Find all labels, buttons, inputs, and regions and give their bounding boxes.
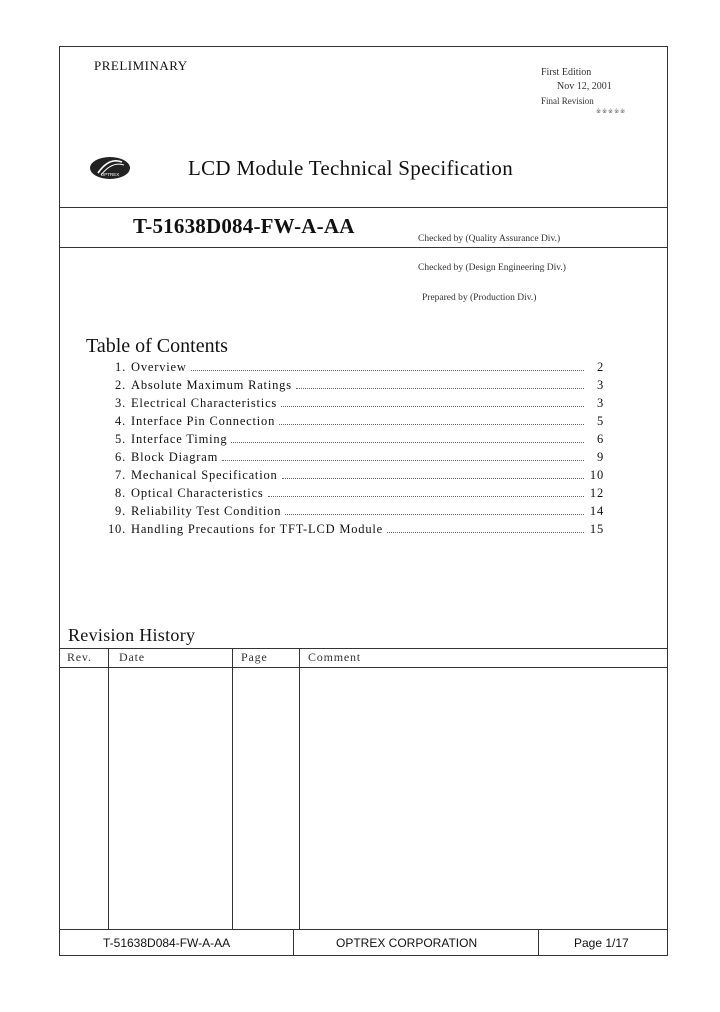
footer-divider [59, 929, 668, 930]
toc-dot-leader [285, 504, 584, 515]
document-title: LCD Module Technical Specification [188, 156, 514, 180]
toc-item-page: 6 [596, 432, 604, 446]
toc-item-page: 14 [589, 504, 604, 518]
column-header-rev: Rev. [67, 650, 92, 664]
revision-history-table [59, 648, 668, 930]
toc-item [100, 378, 604, 396]
toc-dot-leader [296, 378, 584, 389]
toc-item [100, 486, 604, 504]
column-header-date: Date [119, 650, 145, 664]
toc-item-title: Block Diagram [131, 450, 219, 464]
toc-item-number: 2. [115, 378, 126, 392]
column-divider [299, 648, 300, 930]
column-divider [232, 648, 233, 930]
toc-item-number: 5. [115, 432, 126, 446]
toc-item-number: 4. [115, 414, 126, 428]
edition-label: First Edition [541, 67, 592, 78]
optrex-logo-icon [89, 155, 131, 181]
toc-item-title: Mechanical Specification [131, 468, 278, 482]
toc-item [100, 396, 604, 414]
toc-dot-leader [268, 486, 584, 497]
toc-item-number: 7. [115, 468, 126, 482]
table-top-border [59, 648, 668, 649]
toc-heading: Table of Contents [86, 335, 228, 357]
toc-dot-leader [231, 432, 584, 443]
toc-item-number: 6. [115, 450, 126, 464]
toc-item [100, 360, 604, 378]
toc-item [100, 450, 604, 468]
model-divider [59, 247, 668, 248]
toc-dot-leader [191, 360, 584, 371]
toc-item-number: 1. [115, 360, 126, 374]
footer-column-divider [538, 929, 539, 956]
edition-block [541, 66, 626, 116]
toc-dot-leader [281, 396, 584, 407]
signoff-design-engineering: Checked by (Design Engineering Div.) [418, 263, 566, 273]
toc-item-page: 3 [596, 378, 604, 392]
toc-dot-leader [279, 414, 584, 425]
logo-text: OPTREX [100, 172, 120, 177]
signoff-production: Prepared by (Production Div.) [422, 293, 537, 303]
toc-item-number: 3. [115, 396, 126, 410]
final-revision-label: Final Revision [541, 96, 594, 106]
toc-item-page: 3 [596, 396, 604, 410]
toc-item [100, 522, 604, 540]
model-number: T-51638D084-FW-A-AA [133, 214, 355, 238]
revision-history-heading: Revision History [68, 625, 196, 645]
toc-item [100, 432, 604, 450]
toc-item-title: Absolute Maximum Ratings [131, 378, 292, 392]
toc-dot-leader [387, 522, 584, 533]
column-divider [108, 648, 109, 930]
toc-item [100, 414, 604, 432]
optrex-logo [89, 155, 131, 181]
toc-item [100, 468, 604, 486]
column-header-comment: Comment [308, 650, 361, 664]
toc-item-title: Electrical Characteristics [131, 396, 278, 410]
toc-item-title: Interface Timing [131, 432, 228, 446]
toc-item-page: 10 [589, 468, 604, 482]
footer-model: T-51638D084-FW-A-AA [103, 936, 231, 950]
table-header-border [59, 667, 668, 668]
footer-column-divider [293, 929, 294, 956]
title-divider [59, 207, 668, 208]
toc-item-number: 9. [115, 504, 126, 518]
toc-item [100, 504, 604, 522]
toc-item-title: Overview [131, 360, 187, 374]
toc-item-page: 15 [589, 522, 604, 536]
toc-item-title: Optical Characteristics [131, 486, 264, 500]
toc-item-title: Interface Pin Connection [131, 414, 276, 428]
footer-page-number: Page 1/17 [574, 936, 629, 950]
toc-dot-leader [282, 468, 584, 479]
toc-list [100, 360, 604, 540]
toc-item-title: Reliability Test Condition [131, 504, 282, 518]
toc-item-title: Handling Precautions for TFT-LCD Module [131, 522, 384, 536]
preliminary-label: PRELIMINARY [94, 58, 188, 73]
toc-dot-leader [222, 450, 584, 461]
toc-item-page: 9 [596, 450, 604, 464]
column-header-page: Page [241, 650, 268, 664]
edition-date: Nov 12, 2001 [557, 81, 612, 92]
toc-item-page: 12 [589, 486, 604, 500]
footer-company: OPTREX CORPORATION [336, 936, 478, 950]
toc-item-page: 2 [596, 360, 604, 374]
toc-item-page: 5 [596, 414, 604, 428]
toc-item-number: 10. [107, 522, 126, 536]
final-revision-value: ※※※※※ [596, 109, 627, 115]
toc-item-number: 8. [115, 486, 126, 500]
signoff-quality-assurance: Checked by (Quality Assurance Div.) [418, 234, 561, 244]
